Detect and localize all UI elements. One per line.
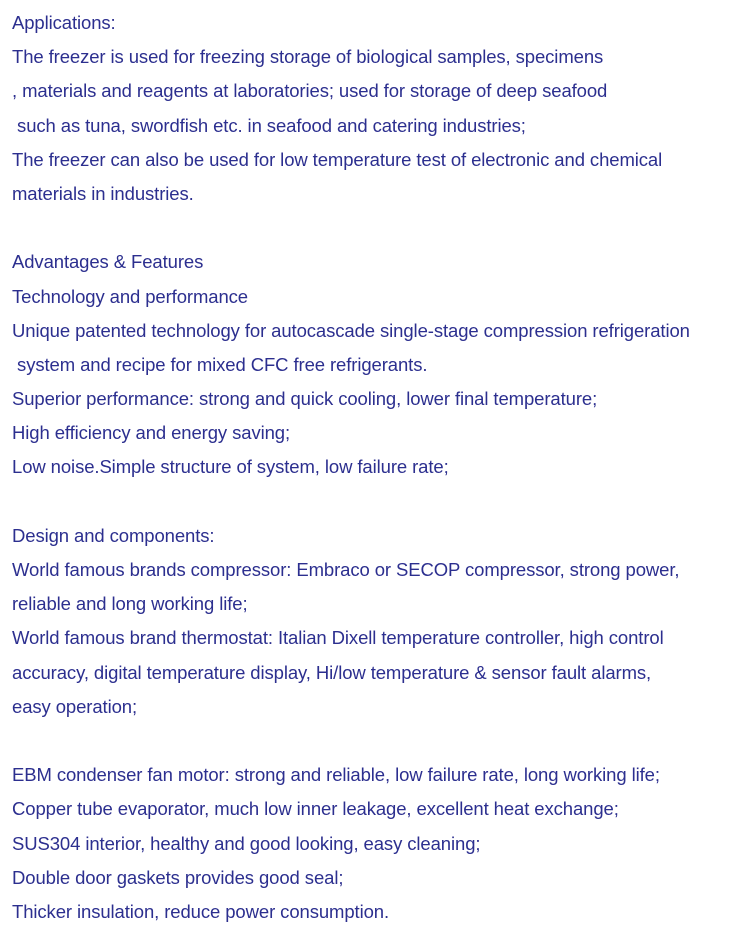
text-line: High efficiency and energy saving;: [12, 422, 291, 444]
text-line: The freezer can also be used for low temperature test of electronic and chemical: [12, 148, 663, 170]
document-body: [12, 6, 742, 929]
text-line: reliable and long working life;: [12, 593, 248, 615]
text-line: World famous brand thermostat: Italian Dixell temperature controller, high control: [12, 627, 664, 649]
text-line: such as tuna, swordfish etc. in seafood and catering industries;: [12, 114, 526, 136]
text-line: Applications:: [12, 12, 116, 33]
text-line: easy operation;: [12, 695, 138, 717]
text-line: Technology and performance: [12, 285, 248, 307]
blank-line: [12, 211, 742, 245]
text-line: accuracy, digital temperature display, Hi/low temperature & sensor fault alarms,: [12, 661, 652, 683]
blank-line: [12, 485, 742, 519]
text-line: Double door gaskets provides good seal;: [12, 866, 344, 888]
text-line: Low noise.Simple structure of system, low failure rate;: [12, 456, 449, 478]
text-line: Superior performance: strong and quick cooling, lower final temperature;: [12, 388, 598, 410]
text-line: materials in industries.: [12, 182, 194, 204]
text-line: The freezer is used for freezing storage of biological samples, specimens: [12, 46, 604, 68]
text-line: Advantages & Features: [12, 251, 204, 273]
blank-line: [12, 724, 742, 758]
text-line: , materials and reagents at laboratories; used for storage of deep seafood: [12, 80, 608, 102]
text-line: SUS304 interior, healthy and good looking, easy cleaning;: [12, 832, 481, 854]
text-line: Copper tube evaporator, much low inner leakage, excellent heat exchange;: [12, 798, 619, 820]
text-line: system and recipe for mixed CFC free refrigerants.: [12, 353, 428, 375]
text-line: Thicker insulation, reduce power consumption.: [12, 900, 389, 922]
text-line: EBM condenser fan motor: strong and reliable, low failure rate, long working life;: [12, 764, 660, 786]
text-line: World famous brands compressor: Embraco or SECOP compressor, strong power,: [12, 559, 680, 580]
text-line: Unique patented technology for autocascade single-stage compression refrigeration: [12, 319, 690, 341]
text-line: Design and components:: [12, 524, 215, 546]
